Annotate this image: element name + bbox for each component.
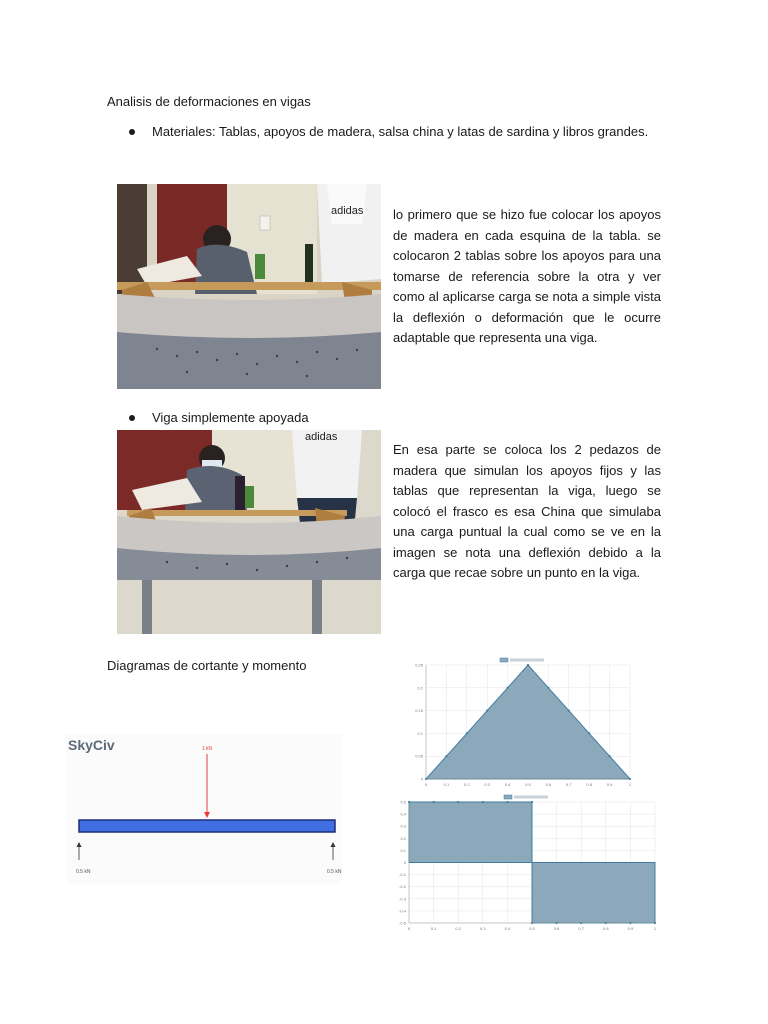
shear-data-point bbox=[531, 801, 533, 803]
shear-xtick-label: 0.9 bbox=[627, 926, 634, 931]
moment-xtick-label: 0.8 bbox=[586, 782, 592, 787]
moment-xtick-label: 0.2 bbox=[464, 782, 470, 787]
shear-xtick-label: 0.4 bbox=[504, 926, 511, 931]
beam-bullet-text: Viga simplemente apoyada bbox=[152, 410, 309, 425]
shear-data-point bbox=[457, 801, 459, 803]
shear-xtick-label: 0.6 bbox=[553, 926, 560, 931]
svg-text:adidas: adidas bbox=[305, 431, 338, 443]
materials-text: Materiales: Tablas, apoyos de madera, salsa china y latas de sardina y libros grandes. bbox=[152, 124, 649, 139]
shear-ytick-label: -0.5 bbox=[399, 920, 406, 926]
moment-data-point bbox=[466, 732, 468, 734]
shear-legend-swatch bbox=[504, 795, 512, 799]
skyciv-beam-diagram bbox=[66, 734, 342, 884]
right-reaction-label: 0.5 kN bbox=[327, 869, 342, 875]
shear-xtick-label: 1 bbox=[653, 926, 657, 931]
moment-xtick-label: 0.1 bbox=[443, 782, 450, 787]
paragraph-1: lo primero que se hizo fue colocar los apoyos de madera en cada esquina de la tabla. se colocaron 2 tablas sobre los apoyos para una tomarse de referencia sobre la otra y ver como al aplicarse carga se nota a simple vista la deflexión o deformación que le ocurre adaptable que representa una viga. bbox=[393, 207, 661, 345]
beam-element bbox=[79, 820, 335, 832]
moment-xtick-label: 0.4 bbox=[504, 782, 511, 787]
shear-ytick-label: -0.3 bbox=[399, 896, 406, 902]
shear-legend-label bbox=[514, 796, 548, 799]
moment-data-point bbox=[527, 664, 529, 666]
document-title: Analisis de deformaciones en vigas bbox=[107, 94, 311, 109]
moment-diagram-chart bbox=[412, 655, 658, 790]
shear-xtick-label: 0.1 bbox=[430, 926, 437, 931]
moment-data-point bbox=[445, 755, 447, 757]
moment-data-point bbox=[609, 755, 611, 757]
shear-ytick-label: 0 bbox=[403, 860, 406, 865]
moment-xtick-label: 0.7 bbox=[566, 782, 572, 787]
shear-ytick-label: -0.4 bbox=[399, 908, 406, 914]
shear-xtick-label: 0 bbox=[407, 926, 411, 931]
moment-legend-swatch bbox=[500, 658, 508, 662]
experiment-photo-1 bbox=[117, 184, 381, 389]
moment-area-series bbox=[426, 665, 630, 779]
shear-diagram-chart bbox=[395, 793, 660, 933]
moment-ytick-label: 0.25 bbox=[415, 662, 423, 668]
moment-ytick-label: 0 bbox=[420, 776, 423, 782]
moment-ytick-label: 0.2 bbox=[417, 685, 423, 691]
shear-area-series bbox=[409, 802, 655, 923]
svg-text:adidas: adidas bbox=[331, 205, 364, 217]
load-label: 1 kN bbox=[201, 746, 213, 752]
shear-data-point bbox=[506, 801, 508, 803]
bullet-dot bbox=[129, 129, 135, 135]
moment-xtick-label: 0.6 bbox=[545, 782, 552, 787]
experiment-photo-2 bbox=[117, 430, 381, 634]
shear-data-point bbox=[433, 801, 435, 803]
shear-ytick-label: -0.1 bbox=[399, 872, 406, 878]
diagrams-heading: Diagramas de cortante y momento bbox=[107, 658, 307, 673]
shear-xtick-label: 0.3 bbox=[480, 926, 486, 931]
shear-xtick-label: 0.2 bbox=[455, 926, 461, 931]
shear-ytick-label: 0.1 bbox=[400, 847, 406, 853]
moment-data-point bbox=[507, 687, 509, 689]
moment-ytick-label: 0.15 bbox=[415, 708, 423, 714]
moment-legend-label bbox=[510, 659, 544, 662]
shear-xtick-label: 0.8 bbox=[603, 926, 609, 931]
shear-ytick-label: 0.3 bbox=[400, 823, 406, 829]
shear-ytick-label: -0.2 bbox=[399, 884, 406, 890]
moment-ytick-label: 0.05 bbox=[415, 753, 423, 759]
shear-ytick-label: 0.2 bbox=[400, 835, 406, 841]
shear-ytick-label: 0.4 bbox=[400, 811, 406, 817]
moment-ytick-label: 0.1 bbox=[417, 730, 423, 736]
left-reaction-label: 0.5 kN bbox=[76, 869, 91, 875]
moment-xtick-label: 0.9 bbox=[606, 782, 613, 787]
moment-data-point bbox=[486, 710, 488, 712]
moment-data-point bbox=[588, 732, 590, 734]
moment-xtick-label: 0.3 bbox=[484, 782, 490, 787]
moment-data-point bbox=[568, 710, 570, 712]
moment-data-point bbox=[547, 687, 549, 689]
shear-data-point bbox=[482, 801, 484, 803]
moment-xtick-label: 1 bbox=[628, 782, 632, 787]
skyciv-logo: SkyCiv bbox=[68, 737, 115, 753]
moment-xtick-label: 0.5 bbox=[525, 782, 531, 787]
shear-xtick-label: 0.7 bbox=[578, 926, 584, 931]
moment-xtick-label: 0 bbox=[424, 782, 428, 787]
shear-ytick-label: 0.5 bbox=[400, 799, 406, 805]
shear-xtick-label: 0.5 bbox=[529, 926, 535, 931]
paragraph-2: En esa parte se coloca los 2 pedazos de madera que simulan los apoyos fijos y las tablas que representan la viga, luego se colocó el frasco es esa China que simulaba una carga puntual la cual como se ve en la imagen se nota una deflexión debido a la carga que recae sobre un punto en la viga. bbox=[393, 442, 661, 580]
bullet-dot bbox=[129, 415, 135, 421]
